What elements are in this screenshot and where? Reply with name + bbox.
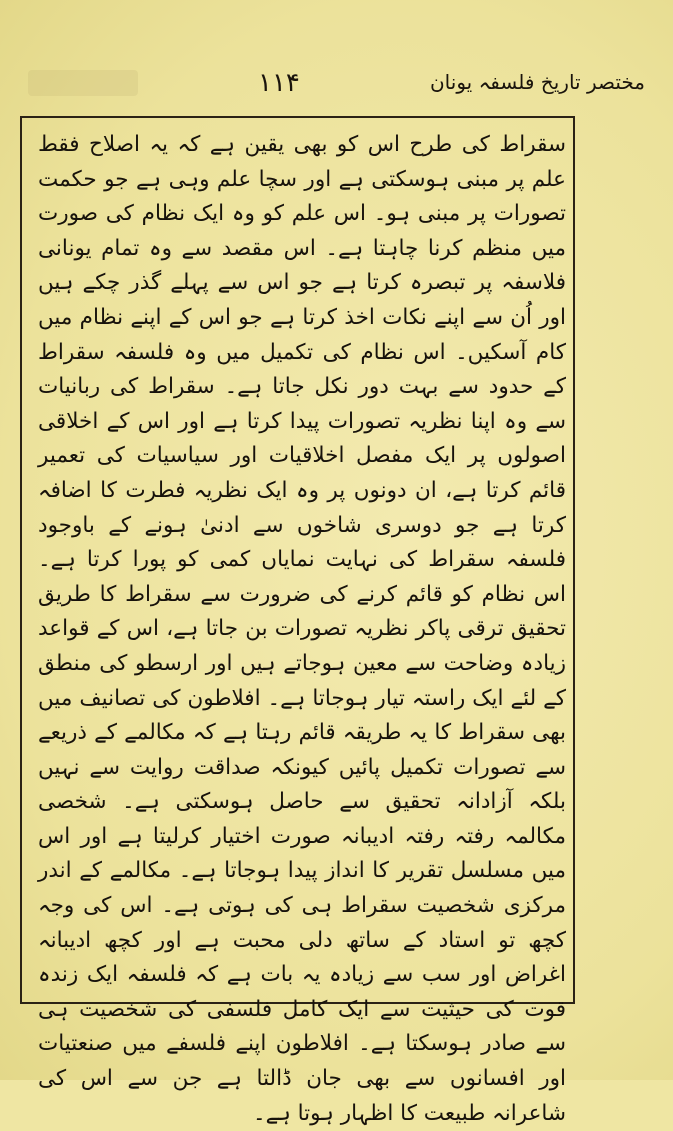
body-text-block	[38, 128, 566, 1126]
body-paragraph: سقراط کی طرح اس کو بھی یقین ہے کہ یہ اصلاح فقط علم پر مبنی ہوسکتی ہے اور سچا علم وہی ہے جو حکمت تصورات پر مبنی ہو۔ اس علم کو وہ ایک نظام کی صورت میں منظم کرنا چاہتا ہے۔ اس مقصد سے وہ تمام یونانی فلاسفہ پر تبصرہ کرتا ہے جو اس سے پہلے گذر چکے ہیں اور اُن سے اپنے نکات اخذ کرتا ہے جو اس کے اپنے نظام میں کام آسکیں۔ اس نظام کی تکمیل میں وہ فلسفہ سقراط کے حدود سے بہت دور نکل جاتا ہے۔ سقراط کی ربانیات سے وہ اپنا نظریہ تصورات پیدا کرتا ہے اور اس کے اخلاقی اصولوں پر ایک مفصل اخلاقیات اور سیاسیات کی تعمیر قائم کرتا ہے، ان دونوں پر وہ ایک نظریہ فطرت کا اضافہ کرتا ہے جو دوسری شاخوں سے ادنیٰ ہونے کے باوجود فلسفہ سقراط کی نہایت نمایاں کمی کو پورا کرتا ہے۔ اس نظام کو قائم کرنے کی ضرورت سے سقراط کا طریق تحقیق ترقی پاکر نظریہ تصورات بن جاتا ہے، اس کے قواعد زیادہ وضاحت سے معین ہوجاتے ہیں اور ارسطو کی منطق کے لئے ایک راستہ تیار ہوجاتا ہے۔ افلاطون کی تصانیف میں بھی سقراط کا یہ طریقہ قائم رہتا ہے کہ مکالمے کے ذریعے سے تصورات تکمیل پائیں کیونکہ صداقت روایت سے نہیں بلکہ آزادانہ تحقیق سے حاصل ہوسکتی ہے۔ شخصی مکالمہ رفتہ رفتہ ادیبانہ صورت اختیار کرلیتا ہے اور اس میں مسلسل تقریر کا انداز پیدا ہوجاتا ہے۔ مکالمے کے اندر مرکزی شخصیت سقراط ہی کی ہوتی ہے۔ اس کی وجہ کچھ تو استاد کے ساتھ دلی محبت ہے اور کچھ ادیبانہ اغراض اور سب سے زیادہ یہ بات ہے کہ فلسفہ ایک زندہ قوت کی حیثیت سے ایک کامل فلسفی کی شخصیت ہی سے صادر ہوسکتا ہے۔ افلاطون اپنے فلسفے میں صنعتیات اور افسانوں سے بھی جان ڈالتا ہے جن سے اس کی شاعرانہ طبیعت کا اظہار ہوتا ہے۔	[38, 132, 566, 1126]
page-number: ۱۱۴	[258, 68, 300, 98]
page-header	[0, 64, 673, 114]
running-title: مختصر تاریخ فلسفہ یونان	[429, 70, 645, 94]
